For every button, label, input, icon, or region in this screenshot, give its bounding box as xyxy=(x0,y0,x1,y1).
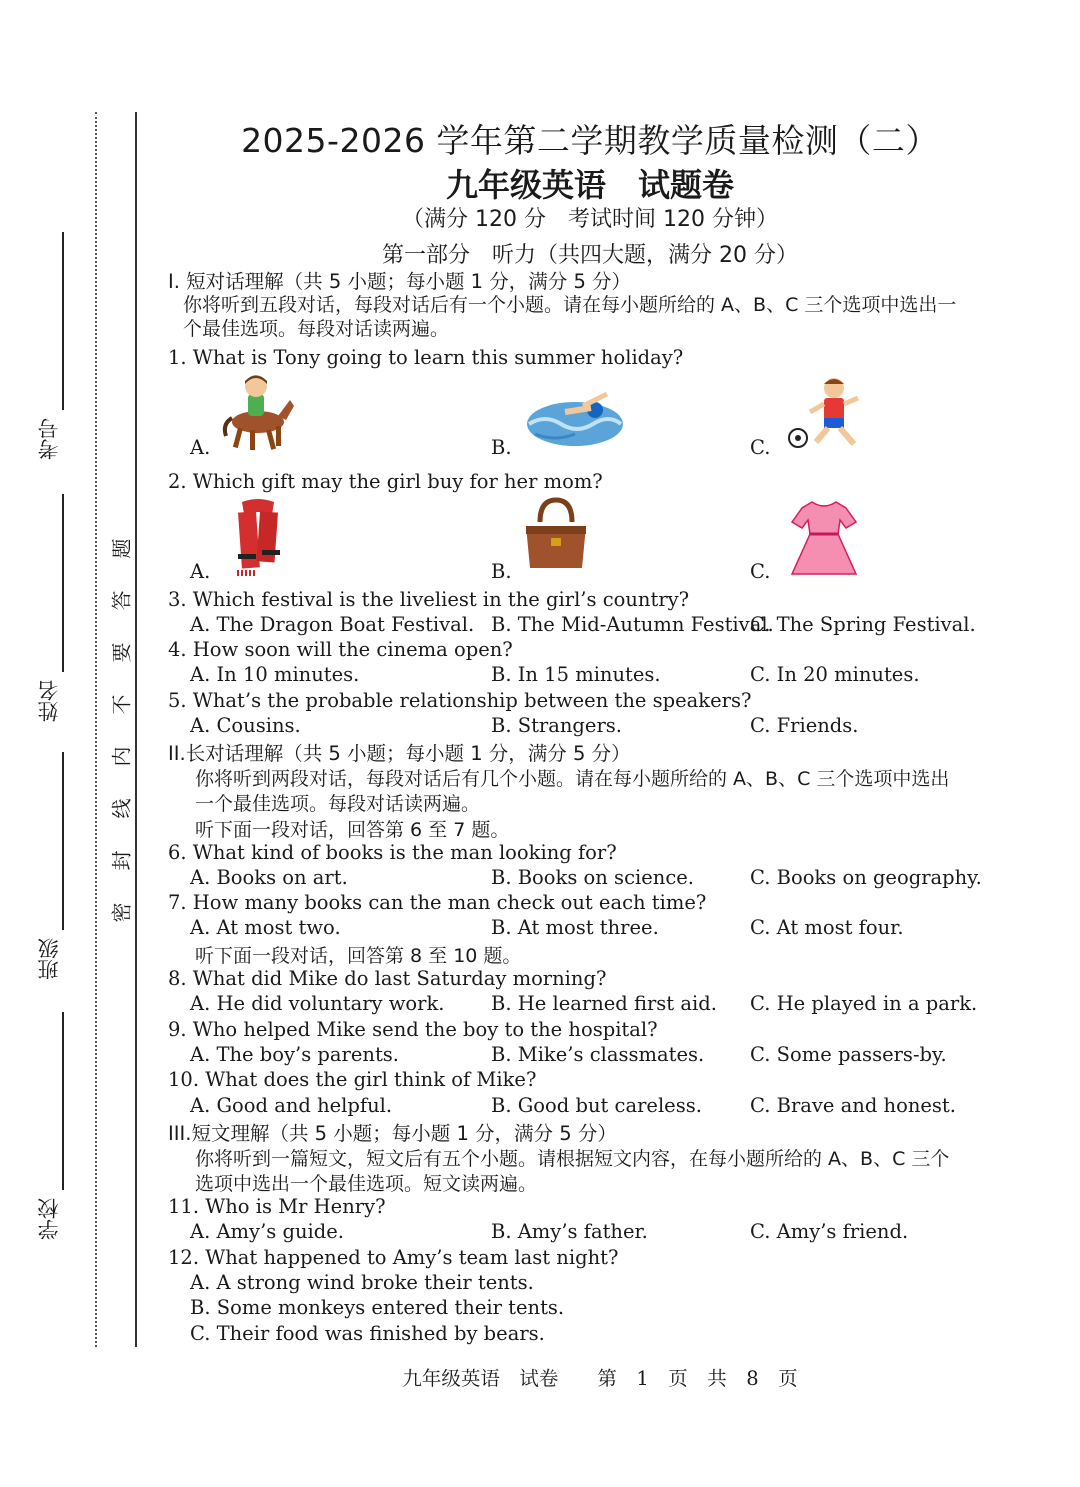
swimming-icon xyxy=(525,384,625,448)
q6-option-b: B. Books on science. xyxy=(491,866,694,889)
question-8: 8. What did Mike do last Saturday morning? xyxy=(168,967,607,990)
q10-option-b: B. Good but careless. xyxy=(491,1094,702,1117)
class-blank xyxy=(62,752,64,930)
q8-option-c: C. He played in a park. xyxy=(750,992,978,1015)
soccer-icon xyxy=(788,376,868,454)
q3-option-a: A. The Dragon Boat Festival. xyxy=(190,613,475,636)
section-1-heading: I. 短对话理解（共 5 小题；每小题 1 分，满分 5 分） xyxy=(168,270,632,293)
name-blank xyxy=(62,494,64,672)
q4-option-b: B. In 15 minutes. xyxy=(491,663,661,686)
q8-option-b: B. He learned first aid. xyxy=(491,992,717,1015)
warning-char: 不 xyxy=(109,694,134,715)
binding-dotted-line xyxy=(95,112,97,1347)
q5-option-a: A. Cousins. xyxy=(190,714,301,737)
q6-option-c: C. Books on geography. xyxy=(750,866,982,889)
q7-option-b: B. At most three. xyxy=(491,916,659,939)
section-2-heading: II.长对话理解（共 5 小题；每小题 1 分，满分 5 分） xyxy=(168,742,631,765)
q3-option-b: B. The Mid-Autumn Festival. xyxy=(491,613,774,636)
section-3-instruction: 选项中选出一个最佳选项。短文读两遍。 xyxy=(195,1173,538,1195)
q2-option-a: A. xyxy=(190,560,211,583)
warning-char: 封 xyxy=(109,850,134,871)
question-11: 11. Who is Mr Henry? xyxy=(168,1195,386,1218)
q2-option-c: C. xyxy=(750,560,771,583)
question-1: 1. What is Tony going to learn this summer holiday? xyxy=(168,346,684,369)
warning-char: 题 xyxy=(109,538,134,559)
q9-option-b: B. Mike’s classmates. xyxy=(491,1043,705,1066)
question-2: 2. Which gift may the girl buy for her mom? xyxy=(168,470,603,493)
q1-option-b: B. xyxy=(491,436,512,459)
q11-option-a: A. Amy’s guide. xyxy=(190,1220,344,1243)
q7-option-a: A. At most two. xyxy=(190,916,341,939)
school-blank xyxy=(62,1012,64,1190)
handbag-icon xyxy=(520,496,592,572)
section-2-instruction: 你将听到两段对话，每段对话后有几个小题。请在每小题所给的 A、B、C 三个选项中选出 xyxy=(195,768,950,790)
q10-option-c: C. Brave and honest. xyxy=(750,1094,956,1117)
q6-option-a: A. Books on art. xyxy=(190,866,348,889)
section-2-lead: 听下面一段对话，回答第 6 至 7 题。 xyxy=(195,819,510,841)
exam-number-label: 考号 xyxy=(37,418,61,460)
question-3: 3. Which festival is the liveliest in the girl’s country? xyxy=(168,588,690,611)
class-label: 班级 xyxy=(37,938,61,980)
section-3-instruction: 你将听到一篇短文，短文后有五个小题。请根据短文内容，在每小题所给的 A、B、C 三个 xyxy=(195,1148,950,1170)
page-footer: 九年级英语 试卷 第 1 页 共 8 页 xyxy=(402,1367,798,1390)
section-2-instruction: 一个最佳选项。每段对话读两遍。 xyxy=(195,793,481,815)
question-5: 5. What’s the probable relationship between the speakers? xyxy=(168,689,752,712)
warning-char: 密 xyxy=(109,902,134,923)
dress-icon xyxy=(786,498,862,578)
section-3-heading: III.短文理解（共 5 小题；每小题 1 分，满分 5 分） xyxy=(168,1122,617,1145)
exam-subtitle: 九年级英语 试题卷 xyxy=(445,166,734,204)
q12-option-a: A. A strong wind broke their tents. xyxy=(190,1271,534,1294)
binding-solid-line xyxy=(135,112,137,1347)
question-12: 12. What happened to Amy’s team last night? xyxy=(168,1246,619,1269)
name-label: 姓名 xyxy=(37,680,61,722)
q11-option-b: B. Amy’s father. xyxy=(491,1220,648,1243)
q4-option-a: A. In 10 minutes. xyxy=(190,663,360,686)
warning-char: 答 xyxy=(109,590,134,611)
q2-option-b: B. xyxy=(491,560,512,583)
q10-option-a: A. Good and helpful. xyxy=(190,1094,393,1117)
question-10: 10. What does the girl think of Mike? xyxy=(168,1068,537,1091)
q3-option-c: C. The Spring Festival. xyxy=(750,613,976,636)
q7-option-c: C. At most four. xyxy=(750,916,904,939)
warning-char: 内 xyxy=(109,746,134,767)
q4-option-c: C. In 20 minutes. xyxy=(750,663,920,686)
section-1-instruction: 你将听到五段对话，每段对话后有一个小题。请在每小题所给的 A、B、C 三个选项中选出一 xyxy=(183,294,957,316)
q8-option-a: A. He did voluntary work. xyxy=(190,992,445,1015)
q9-option-c: C. Some passers-by. xyxy=(750,1043,947,1066)
question-7: 7. How many books can the man check out each time? xyxy=(168,891,707,914)
question-6: 6. What kind of books is the man looking for? xyxy=(168,841,617,864)
question-4: 4. How soon will the cinema open? xyxy=(168,638,513,661)
q1-option-a: A. xyxy=(190,436,211,459)
scarf-icon xyxy=(230,498,286,578)
question-9: 9. Who helped Mike send the boy to the hospital? xyxy=(168,1018,658,1041)
q12-option-b: B. Some monkeys entered their tents. xyxy=(190,1296,565,1319)
q11-option-c: C. Amy’s friend. xyxy=(750,1220,909,1243)
section-2-lead: 听下面一段对话，回答第 8 至 10 题。 xyxy=(195,945,522,967)
q5-option-b: B. Strangers. xyxy=(491,714,622,737)
score-time: （满分 120 分 考试时间 120 分钟） xyxy=(402,207,778,232)
exam-title: 2025-2026 学年第二学期教学质量检测（二） xyxy=(241,121,939,160)
part-heading: 第一部分 听力（共四大题，满分 20 分） xyxy=(382,243,798,268)
q12-option-c: C. Their food was finished by bears. xyxy=(190,1322,545,1345)
warning-char: 线 xyxy=(109,798,134,819)
horse-riding-icon xyxy=(220,372,296,452)
warning-char: 要 xyxy=(109,642,134,663)
school-label: 学校 xyxy=(37,1198,61,1240)
exam-number-blank xyxy=(62,232,64,410)
q5-option-c: C. Friends. xyxy=(750,714,859,737)
q9-option-a: A. The boy’s parents. xyxy=(190,1043,399,1066)
q1-option-c: C. xyxy=(750,436,771,459)
section-1-instruction: 个最佳选项。每段对话读两遍。 xyxy=(183,318,450,340)
